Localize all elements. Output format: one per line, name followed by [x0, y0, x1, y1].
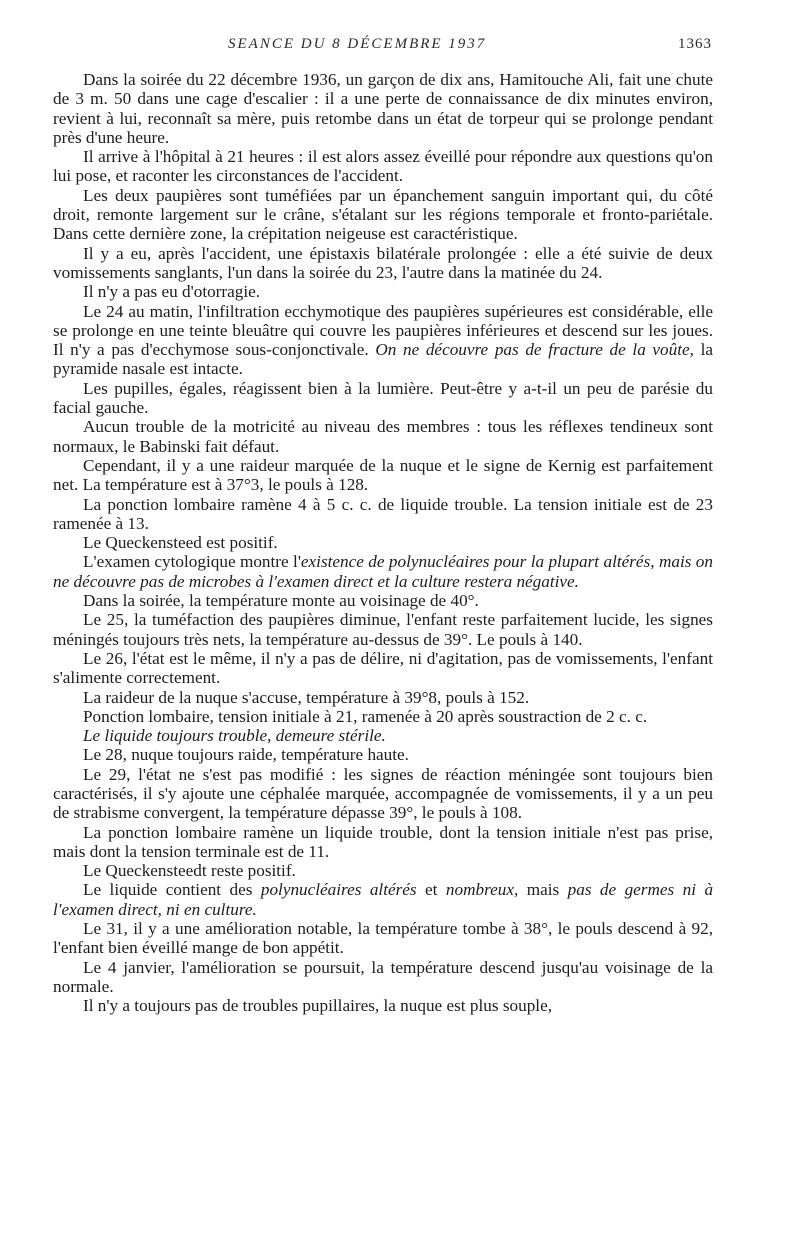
italic-text: polynucléaires altérés	[260, 880, 417, 900]
text-run: La ponction lombaire ramène 4 à 5 c. c. de liquide trouble. La tension initiale est de 23 ramenée à 13.	[53, 494, 713, 533]
text-run: Le 4 janvier, l'amélioration se poursuit, la température descend jusqu'au voisinage de la normale.	[53, 957, 713, 996]
text-run: L'examen cytologique montre l'	[83, 552, 301, 572]
italic-text: nombreux	[445, 880, 514, 900]
paragraph	[53, 919, 713, 958]
text-run: Le 28, nuque toujours raide, température haute.	[83, 745, 409, 765]
paragraph	[53, 880, 713, 919]
paragraph	[53, 282, 713, 301]
paragraph	[53, 996, 713, 1015]
text-run: Il n'y a toujours pas de troubles pupillaires, la nuque est plus souple,	[83, 996, 552, 1016]
text-run: Les pupilles, égales, réagissent bien à la lumière. Peut-être y a-t-il un peu de parésie du facial gauche.	[53, 378, 713, 418]
text-run: Il arrive à l'hôpital à 21 heures : il est alors assez éveillé pour répondre aux questions qu'on lui pose, et raconter les circonstances de l'accident.	[53, 147, 713, 186]
text-run: et	[416, 880, 446, 900]
text-run: , la pyramide nasale est intacte.	[53, 340, 713, 379]
paragraph	[53, 610, 713, 649]
paragraph	[53, 726, 713, 745]
text-run: Il n'y a pas eu d'otorragie.	[83, 282, 261, 302]
text-run: Ponction lombaire, tension initiale à 21, ramenée à 20 après soustraction de 2 c. c.	[83, 706, 648, 726]
body-text	[53, 70, 713, 1016]
text-run: Le 25, la tuméfaction des paupières diminue, l'enfant reste parfaitement lucide, les signes méningés toujours très nets, la température au-dessus de 39°. Le pouls à 140.	[53, 610, 713, 649]
italic-text: On ne découvre pas de fracture de la voûte	[375, 340, 690, 360]
text-run: Cependant, il y a une raideur marquée de la nuque et le signe de Kernig est parfaitement net. La température est à 37°3, le pouls à 128.	[53, 455, 713, 495]
text-run: , mais	[514, 880, 568, 900]
text-run: Le 24 au matin, l'infiltration ecchymotique des paupières supérieures est considérable, elle se prolonge en une teinte bleuâtre qui couvre les paupières inférieures et descend sur les joues. Il n'y a pas d'ecchymose sous-conjonctivale.	[53, 301, 713, 360]
text-run: Le liquide contient des	[83, 880, 261, 900]
paragraph	[53, 823, 713, 862]
paragraph	[53, 861, 713, 880]
header-title: SEANCE DU 8 DÉCEMBRE 1937	[228, 36, 487, 52]
text-run: Le Queckensteed est positif.	[83, 533, 278, 553]
paragraph	[53, 958, 713, 997]
italic-text: existence de polynucléaires pour la plupart altérés, mais on ne découvre pas de microbes à l'examen direct et la culture restera négative.	[53, 552, 713, 591]
paragraph	[53, 688, 713, 707]
paragraph	[53, 591, 713, 610]
page-number: 1363	[678, 36, 712, 52]
paragraph	[53, 533, 713, 552]
text-run: Le Queckensteedt reste positif.	[83, 861, 296, 881]
text-run: Il y a eu, après l'accident, une épistaxis bilatérale prolongée : elle a été suivie de deux vomissements sanglants, l'un dans la soirée du 23, l'autre dans la matinée du 24.	[53, 243, 713, 282]
text-run: Le 29, l'état ne s'est pas modifié : les signes de réaction méningée sont toujours bien caractérisés, il s'y ajoute une céphalée marquée, accompagnée de vomissements, il y a un peu de strabisme convergent, la température dépasse 39°, le pouls à 108.	[53, 764, 713, 823]
paragraph	[53, 302, 713, 379]
paragraph	[53, 244, 713, 283]
paragraph	[53, 456, 713, 495]
text-run: Le 31, il y a une amélioration notable, la température tombe à 38°, le pouls descend à 92, l'enfant bien éveillé mange de bon appétit.	[53, 919, 713, 958]
text-run: La ponction lombaire ramène un liquide trouble, dont la tension initiale n'est pas prise, mais dont la tension terminale est de 11.	[53, 822, 713, 861]
text-run: Aucun trouble de la motricité au niveau des membres : tous les réflexes tendineux sont normaux, le Babinski fait défaut.	[53, 417, 713, 456]
text-run: Dans la soirée, la température monte au voisinage de 40°.	[83, 591, 479, 611]
text-run: Dans la soirée du 22 décembre 1936, un garçon de dix ans, Hamitouche Ali, fait une chute de 3 m. 50 dans une cage d'escalier : il a une perte de connaissance de dix minutes environ, revient à lui, reconnaît sa mère, puis retombe dans un état de torpeur qui se prolonge pendant près d'une heure.	[53, 70, 713, 147]
paragraph	[53, 70, 713, 147]
paragraph	[53, 495, 713, 534]
text-run: Les deux paupières sont tuméfiées par un épanchement sanguin important qui, du côté droit, remonte largement sur le crâne, s'étalant sur les régions temporale et fronto-pariétale. Dans cette dernière zone, la crépitation neigeuse est caractéristique.	[53, 185, 713, 244]
paragraph	[53, 745, 713, 764]
paragraph	[53, 552, 713, 591]
paragraph	[53, 186, 713, 244]
paragraph	[53, 707, 713, 726]
italic-text: Le liquide toujours trouble, demeure stérile.	[83, 726, 386, 746]
paragraph	[53, 379, 713, 418]
paragraph	[53, 649, 713, 688]
text-run: La raideur de la nuque s'accuse, température à 39°8, pouls à 152.	[83, 687, 530, 707]
italic-text: pas de germes ni à l'examen direct, ni en culture.	[53, 880, 714, 919]
text-run: Le 26, l'état est le même, il n'y a pas de délire, ni d'agitation, pas de vomissements, l'enfant s'alimente correctement.	[53, 648, 713, 688]
paragraph	[53, 765, 713, 823]
paragraph	[53, 417, 713, 456]
paragraph	[53, 147, 713, 186]
